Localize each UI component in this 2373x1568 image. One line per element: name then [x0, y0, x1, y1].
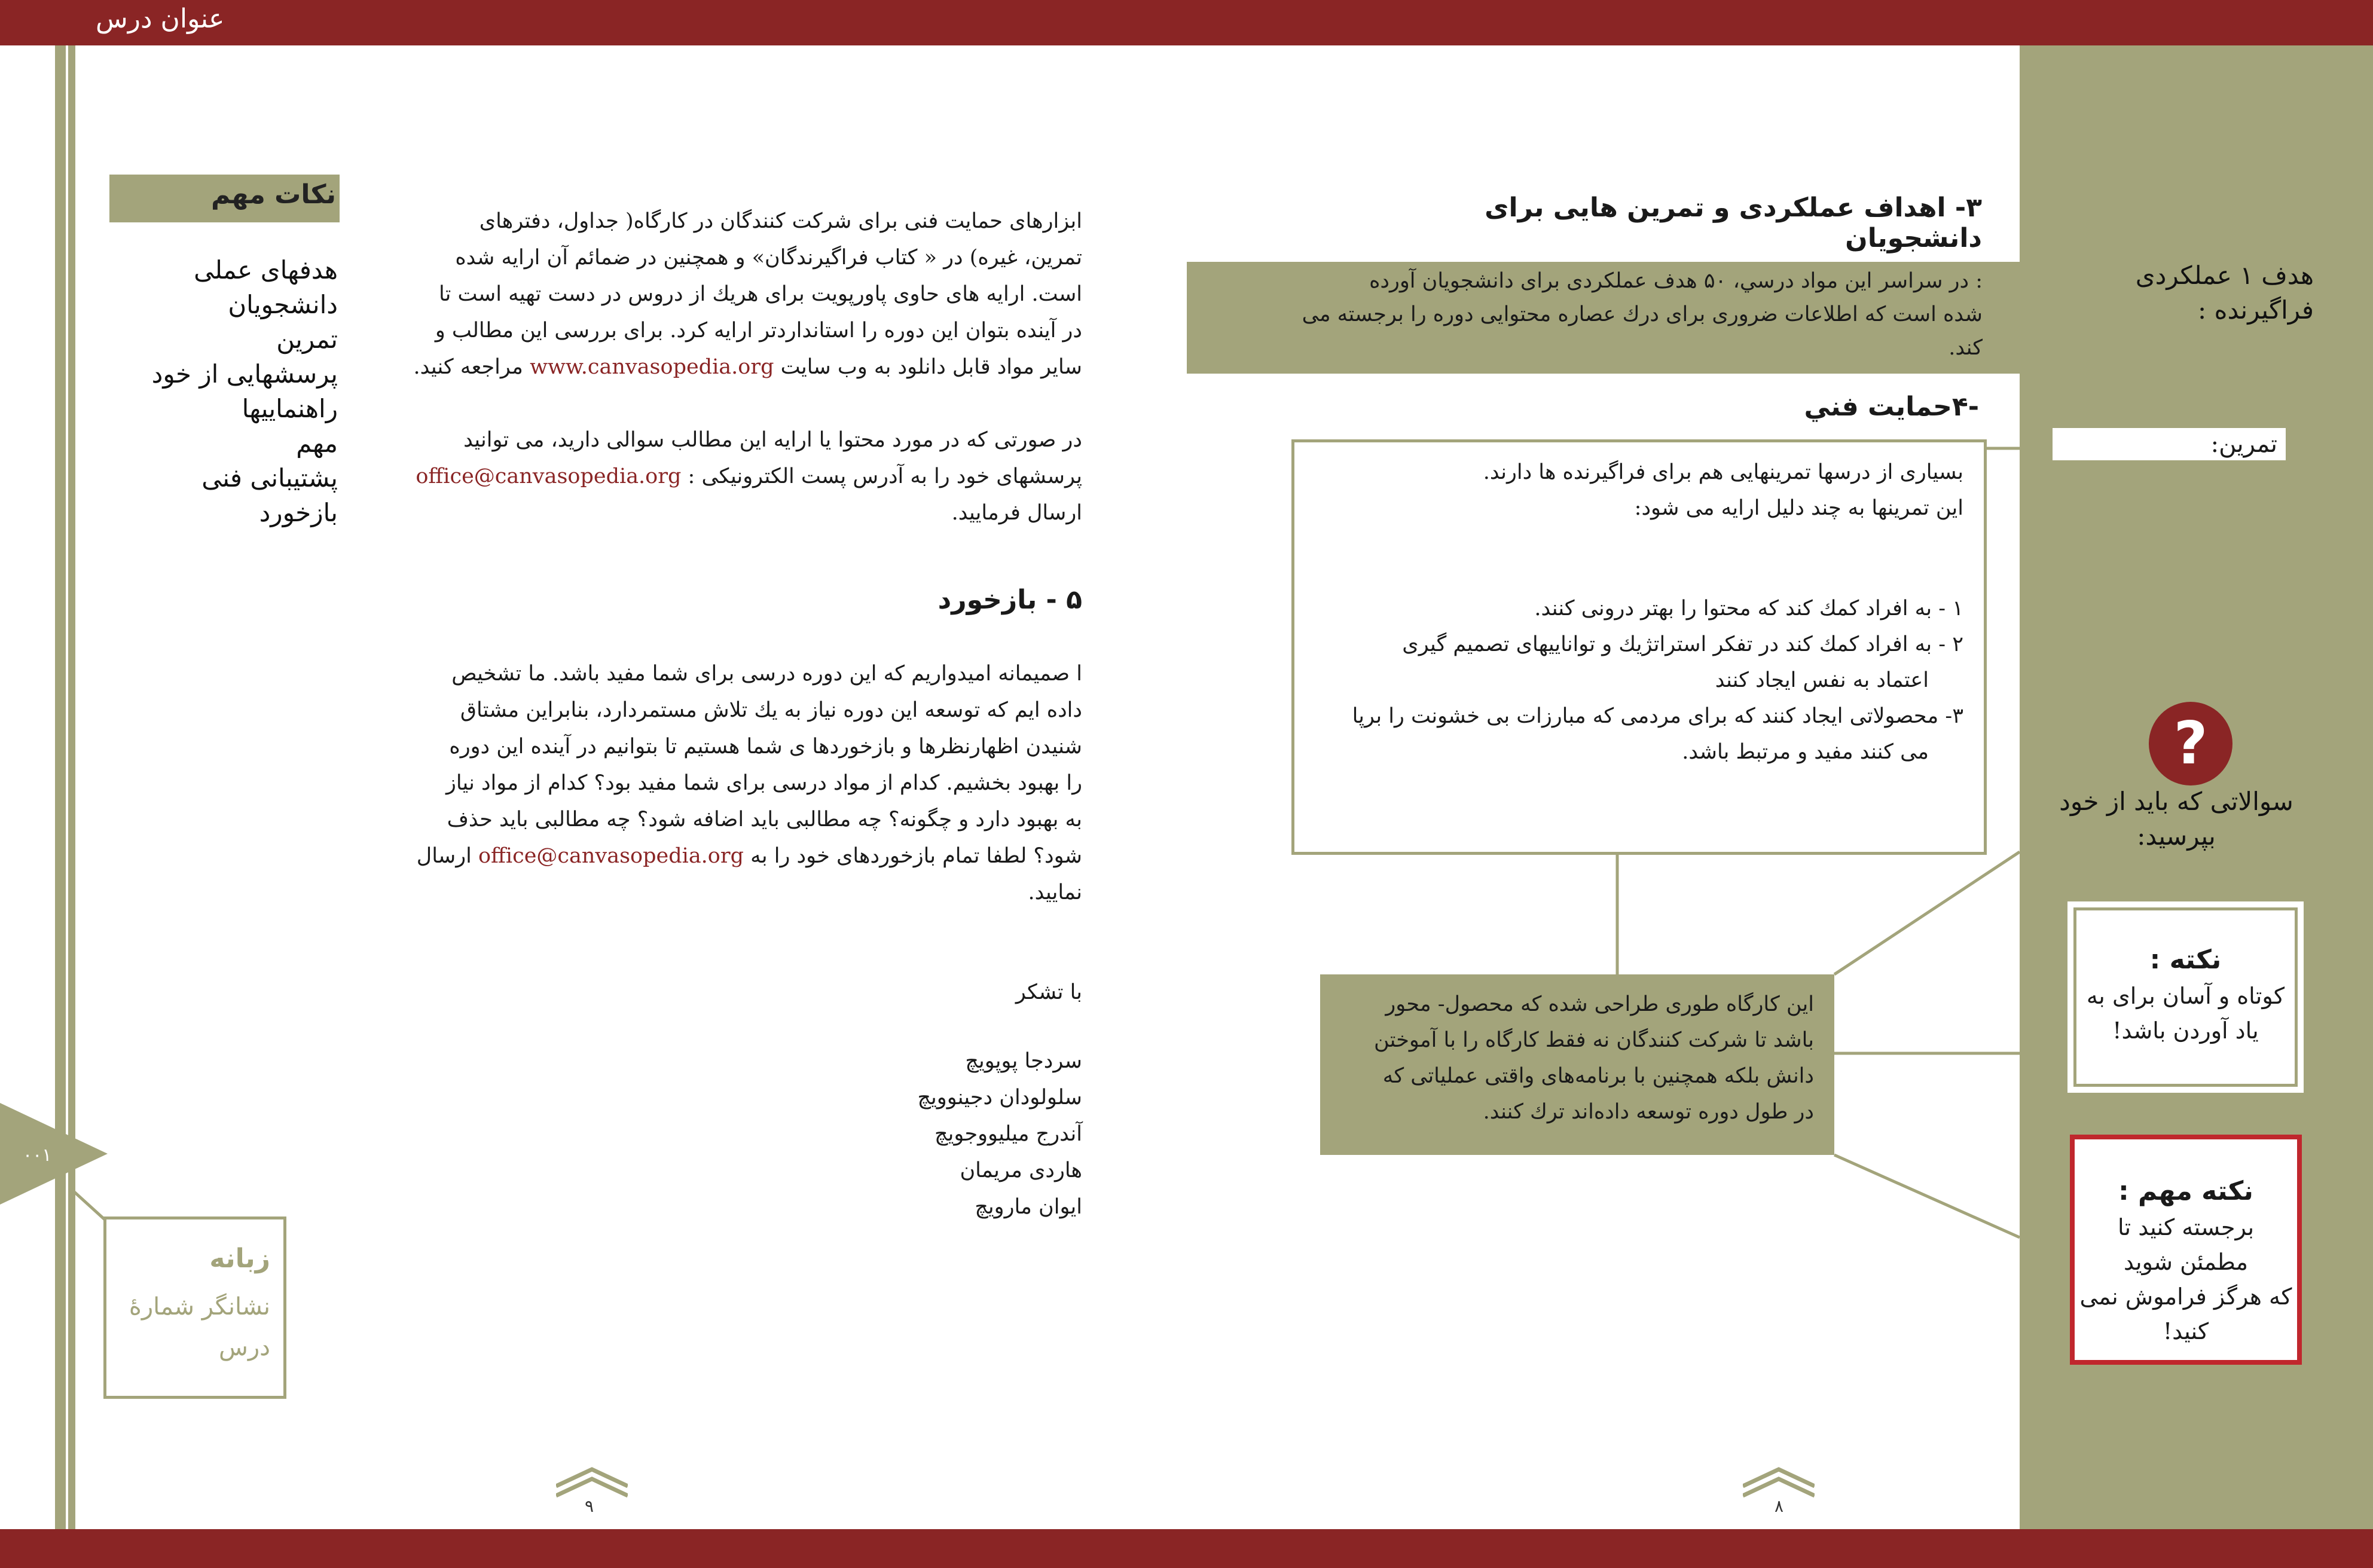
note-box [2067, 901, 2304, 1093]
section3-intro-box [1187, 262, 2020, 374]
page-number: ۸ [1775, 1496, 1784, 1516]
tongue-description: نشانگر شمارهٔ درس [129, 1293, 270, 1361]
exercise-label: تمرين: [2053, 428, 2286, 460]
paragraph-line: در طول دوره توسعه داده‌اند ترك كنند. [1483, 1100, 1814, 1124]
feedback-paragraph [395, 656, 1082, 911]
exercises-box [1291, 439, 1987, 855]
paragraph-line: تمرين، غيره) در « كتاب فراگيرندگان» و همچنين در ضمائم آن ارايه شده [455, 246, 1082, 270]
paragraph-line: پرسشهای خود را به آدرس پست الكترونيكی : office@canvasopedia.org [416, 464, 1082, 488]
signatory-name: ايوان مارويچ [975, 1195, 1082, 1219]
important-points-list [78, 253, 338, 530]
feedback-heading: ۵ - بازخورد [937, 585, 1082, 615]
question-mark-icon: ? [2149, 702, 2232, 785]
questions-label: سوالاتی كه بايد از خود بپرسيد: [2059, 787, 2293, 851]
paragraph-line: در آينده بتوان اين دوره را استانداردتر ارايه كرد. برای بررسی اين مطالب و [435, 319, 1082, 343]
paragraph-line: شده است كه اطلاعات ضروری برای درك عصاره محتوايی دوره را برجسته می [1302, 302, 1983, 326]
paragraph-line: شنيدن اظهارنظرها و بازخوردها ی شما هستيم تا بتوانيم در آينده اين دوره [449, 735, 1082, 759]
paragraph-line: كند. [1949, 336, 1983, 360]
paragraph-line: ا صميمانه اميدواريم كه اين دوره درسی برای شما مفيد باشد. ما تشخيص [451, 662, 1082, 686]
important-point-item: پرسشهايی از خود [151, 359, 338, 389]
thanks-text: با تشكر [1015, 980, 1082, 1004]
exercise-reason-item: می كنند مفيد و مرتبط باشد. [1682, 740, 1929, 764]
signatory-name: سلولودان دجينوويچ [917, 1086, 1082, 1109]
paragraph-line: بسياری از درسها تمرينهايی هم برای فراگيرنده ها دارند. [1483, 460, 1963, 484]
important-point-item: هدفهای عملی دانشجويان [194, 255, 338, 319]
tab-marker-triangle [0, 1103, 111, 1205]
goal-label: هدف ۱ عملكردی فراگيرنده : [2135, 261, 2314, 325]
important-point-item: بازخورد [259, 498, 338, 527]
paragraph-line: نماييد. [1028, 881, 1082, 904]
paragraph-line: شود؟ لطفا تمام بازخوردهای خود را به office@canvasopedia.org ارسال [416, 844, 1082, 868]
section4-heading: -۴حمايت فني [1804, 392, 1979, 422]
important-point-item: مهم [296, 429, 338, 458]
paragraph-line: به بهبود دارد و چگونه؟ چه مطالبی بايد اضافه شود؟ چه مطالبی بايد حذف [447, 808, 1082, 832]
signatory-name: هاردی مريمان [960, 1159, 1082, 1182]
paragraph-line: اين تمرينها به چند دليل ارايه می شود: [1634, 496, 1963, 520]
important-note-text: برجسته كنيد تا مطمئن شويد كه هرگز فراموش نمی كنيد! [2079, 1214, 2292, 1344]
spacer [1312, 526, 1963, 591]
email-link[interactable]: office@canvasopedia.org [416, 464, 682, 488]
tongue-title: زبانه [209, 1243, 270, 1274]
paragraph-line: دانش بلكه همچنين با برنامه‌های واقتی عملياتی كه [1382, 1064, 1814, 1088]
contact-paragraph [395, 422, 1082, 531]
exercise-reason-item: ۲ - به افراد كمك كند در تفكر استراتژيك و تواناييهای تصميم گيری [1402, 632, 1963, 656]
important-note-box [2070, 1135, 2302, 1365]
paragraph-line: : در سراسر اين مواد درسي، ۵۰ هدف عملكردی برای دانشجويان آورده [1369, 269, 1983, 293]
paragraph-line: است. ارايه های حاوی پاورپويت برای هريك از دروس در دست تهيه است تا [439, 282, 1082, 306]
tongue-box [103, 1217, 286, 1399]
exercise-reason-item: اعتماد به نفس ايجاد كنند [1715, 668, 1929, 692]
paragraph-line: را بهبود بخشيم. كدام از مواد درسی برای شما مفيد بود؟ كدام از مواد نياز [445, 771, 1082, 795]
tab-marker-number: ۰۰۱ [23, 1145, 52, 1166]
paragraph-line: داده ايم كه توسعه اين دوره نياز به يك تلاش مستمردارد، بنابراين مشتاق [460, 698, 1082, 722]
workshop-box [1320, 974, 1834, 1155]
paragraph-line: اين كارگاه طوری طراحی شده كه محصول- محور [1385, 992, 1814, 1016]
lesson-title: عنوان درس [96, 4, 225, 34]
page-number: ۹ [585, 1496, 594, 1516]
exercise-reason-item: ۳- محصولاتی ايجاد كنند كه برای مردمی كه مبارزات بی خشونت را برپا [1352, 704, 1963, 728]
paragraph-line: ارسال فرماييد. [951, 501, 1082, 525]
website-link[interactable]: www.canvasopedia.org [530, 355, 774, 379]
signatories-list [777, 1043, 1082, 1225]
important-point-item: تمرين [276, 325, 338, 354]
paragraph-line: ابزارهای حمايت فنی برای شركت كنندگان در كارگاه( جداول، دفترهای [479, 209, 1082, 233]
email-link[interactable]: office@canvasopedia.org [478, 844, 744, 868]
important-note-title: نكته مهم : [2118, 1176, 2253, 1206]
signatory-name: سردجا پوپويچ [965, 1049, 1082, 1073]
tools-paragraph [395, 203, 1082, 386]
note-title: نكته : [2149, 945, 2222, 975]
section3-heading: ۳- اهداف عملكردی و تمرين هايی برای دانشجويان [1485, 192, 1982, 253]
important-point-item: پشتيبانی فنی [201, 463, 338, 493]
paragraph-line: باشد تا شركت كنندگان نه فقط كارگاه را با آموختن [1374, 1028, 1814, 1052]
important-point-item: راهنمايیها [242, 394, 338, 423]
note-text: كوتاه و آسان برای به ياد آوردن باشد! [2086, 983, 2285, 1044]
exercise-reason-item: ۱ - به افراد كمك كند كه محتوا را بهتر درونی كنند. [1534, 597, 1963, 621]
important-points-header [109, 175, 340, 222]
signatory-name: آندرج ميلیووجويچ [934, 1122, 1082, 1146]
important-points-title: نكات مهم [211, 179, 336, 210]
paragraph-line: در صورتی كه در مورد محتوا يا ارايه اين مطالب سوالی داريد، می توانيد [463, 428, 1082, 452]
paragraph-line: ساير مواد قابل دانلود به وب سايت www.canvasopedia.org مراجعه كنيد. [413, 355, 1082, 379]
